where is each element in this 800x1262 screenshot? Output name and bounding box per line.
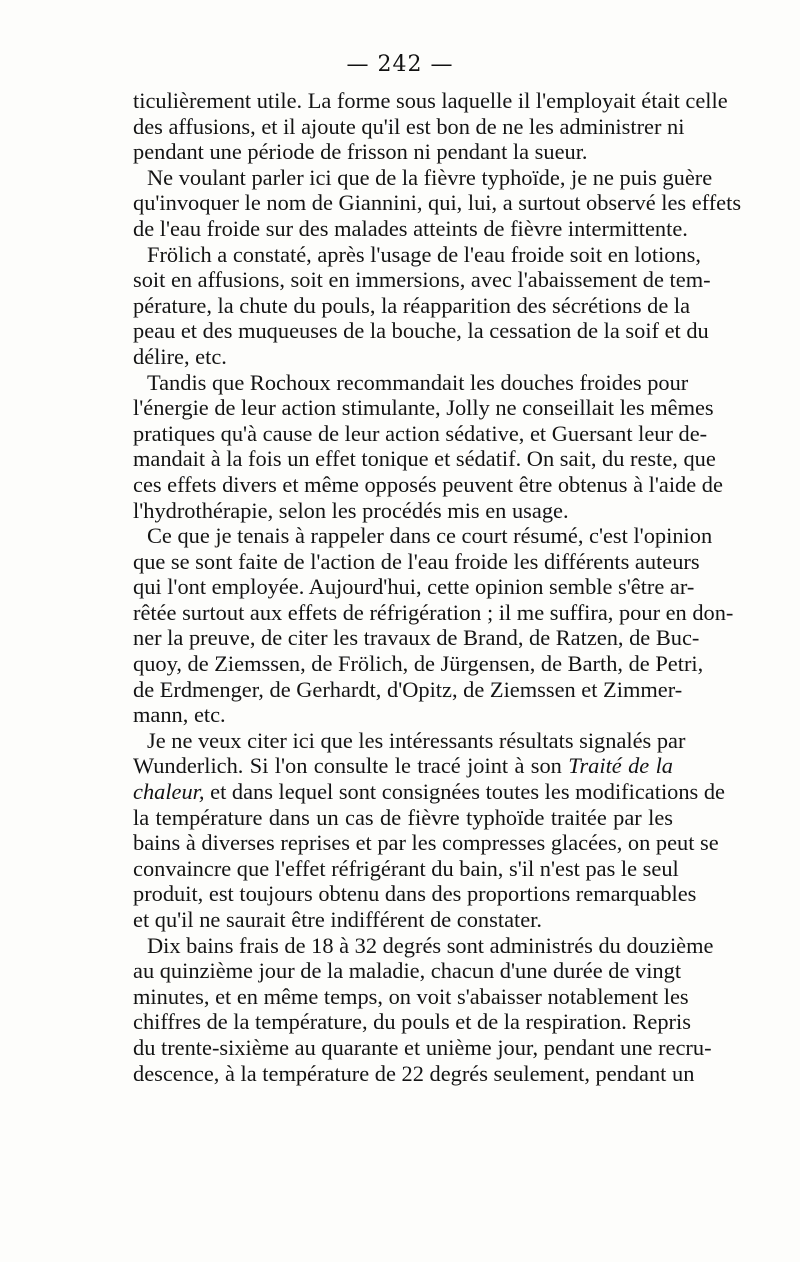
- text-line: [133, 753, 673, 779]
- line-text: ces effets divers et même opposés peuvent être obtenus à l'aide de: [133, 471, 723, 497]
- line-text: la température dans un cas de fièvre typhoïde traitée par les: [133, 804, 673, 830]
- line-text: descence, à la température de 22 degrés seulement, pendant un: [133, 1060, 695, 1086]
- line-text: convaincre que l'effet réfrigérant du bain, s'il n'est pas le seul: [133, 855, 679, 881]
- line-text: bains à diverses reprises et par les compresses glacées, on peut se: [133, 830, 719, 856]
- line-text: des affusions, et il ajoute qu'il est bon de ne les administrer ni: [133, 113, 685, 139]
- line-text: pendant une période de frisson ni pendant la sueur.: [133, 139, 588, 165]
- text-line: [133, 548, 700, 575]
- text-line: [133, 625, 700, 651]
- text-line: [133, 190, 742, 216]
- text-line: [133, 1060, 695, 1087]
- line-text: pérature, la chute du pouls, la réapparition des sécrétions de la: [133, 292, 691, 318]
- italic-title-text: Traité de la: [568, 753, 673, 779]
- text-line: [133, 241, 701, 268]
- line-text: et dans lequel sont consignées toutes les modifications de: [210, 779, 726, 805]
- text-line: [133, 651, 704, 677]
- italic-title-text: chaleur,: [133, 779, 205, 805]
- line-text: de l'eau froide sur des malades atteints de fièvre intermittente.: [133, 215, 688, 241]
- text-line: [133, 574, 695, 600]
- text-line: [133, 599, 734, 626]
- text-line: [133, 983, 689, 1010]
- text-line: [133, 855, 679, 882]
- line-text: Ne voulant parler ici que de la fièvre typhoïde, je ne puis guère: [147, 164, 713, 190]
- line-text: mandait à la fois un effet tonique et sédatif. On sait, du reste, que: [133, 446, 716, 472]
- text-line: [133, 139, 673, 165]
- line-text: rêtée surtout aux effets de réfrigération ; il me suffira, pour en don-: [133, 599, 734, 625]
- line-text: que se sont faite de l'action de l'eau froide les différents auteurs: [133, 548, 700, 574]
- line-text: ticulièrement utile. La forme sous laquelle il l'employait était celle: [133, 88, 728, 113]
- text-line: [133, 958, 682, 984]
- text-line: [133, 523, 713, 549]
- text-line: [133, 779, 726, 805]
- line-text: l'énergie de leur action stimulante, Jolly ne conseillait les mêmes: [133, 395, 714, 421]
- page-number: — 242 —: [346, 52, 454, 77]
- text-line: [133, 88, 728, 114]
- text-line: [133, 471, 723, 498]
- line-text: produit, est toujours obtenu dans des proportions remarquables: [133, 881, 697, 907]
- line-text: quoy, de Ziemssen, de Frölich, de Jürgensen, de Barth, de Petri,: [133, 651, 704, 677]
- text-line: [133, 727, 686, 754]
- text-line: [133, 113, 685, 140]
- line-text: Frölich a constaté, après l'usage de l'eau froide soit en lotions,: [147, 241, 701, 267]
- text-line: [133, 164, 713, 191]
- line-text: mann, etc.: [133, 702, 226, 728]
- text-line: [133, 215, 688, 242]
- text-line: [133, 344, 673, 370]
- line-text: délire, etc.: [133, 343, 227, 369]
- text-line: [133, 420, 708, 447]
- text-line: [133, 1009, 691, 1035]
- line-text: Je ne veux citer ici que les intéressants résultats signalés par: [147, 727, 686, 753]
- line-text: au quinzième jour de la maladie, chacun d'une durée de vingt: [133, 958, 682, 984]
- text-line: [133, 498, 673, 524]
- line-text: Wunderlich. Si l'on consulte le tracé joint à son: [133, 753, 562, 779]
- line-text: l'hydrothérapie, selon les procédés mis en usage.: [133, 497, 569, 523]
- line-text: du trente-sixième au quarante et unième jour, pendant une recru-: [133, 1034, 712, 1060]
- line-text: qu'invoquer le nom de Giannini, qui, lui, a surtout observé les effets: [133, 190, 742, 216]
- line-text: pratiques qu'à cause de leur action sédative, et Guersant leur de-: [133, 420, 708, 446]
- line-text: peau et des muqueuses de la bouche, la cessation de la soif et du: [133, 318, 709, 344]
- text-line: [133, 676, 683, 703]
- text-line: [133, 395, 714, 421]
- text-line: [133, 932, 714, 959]
- text-line: [133, 881, 697, 907]
- body-text: [133, 88, 742, 1086]
- line-text: minutes, et en même temps, on voit s'abaisser notablement les: [133, 983, 689, 1009]
- line-text: chiffres de la température, du pouls et de la respiration. Repris: [133, 1009, 691, 1035]
- line-text: Ce que je tenais à rappeler dans ce court résumé, c'est l'opinion: [147, 523, 713, 549]
- line-text: ner la preuve, de citer les travaux de Brand, de Ratzen, de Buc-: [133, 625, 700, 651]
- line-text: et qu'il ne saurait être indifférent de constater.: [133, 907, 542, 932]
- text-line: [133, 446, 716, 472]
- text-line: [133, 805, 673, 831]
- line-text: Tandis que Rochoux recommandait les douches froides pour: [147, 369, 689, 395]
- text-line: [133, 702, 673, 728]
- text-line: [133, 292, 691, 319]
- line-text: qui l'ont employée. Aujourd'hui, cette opinion semble s'être ar-: [133, 574, 695, 600]
- line-text: Dix bains frais de 18 à 32 degrés sont administrés du douzième: [147, 932, 714, 958]
- line-text: soit en affusions, soit en immersions, avec l'abaissement de tem-: [133, 267, 711, 293]
- text-line: [133, 907, 673, 933]
- line-text: de Erdmenger, de Gerhardt, d'Opitz, de Ziemssen et Zimmer-: [133, 676, 683, 702]
- text-line: [133, 1034, 712, 1061]
- text-line: [133, 318, 709, 344]
- text-line: [133, 830, 719, 856]
- text-line: [133, 369, 689, 396]
- text-line: [133, 267, 711, 293]
